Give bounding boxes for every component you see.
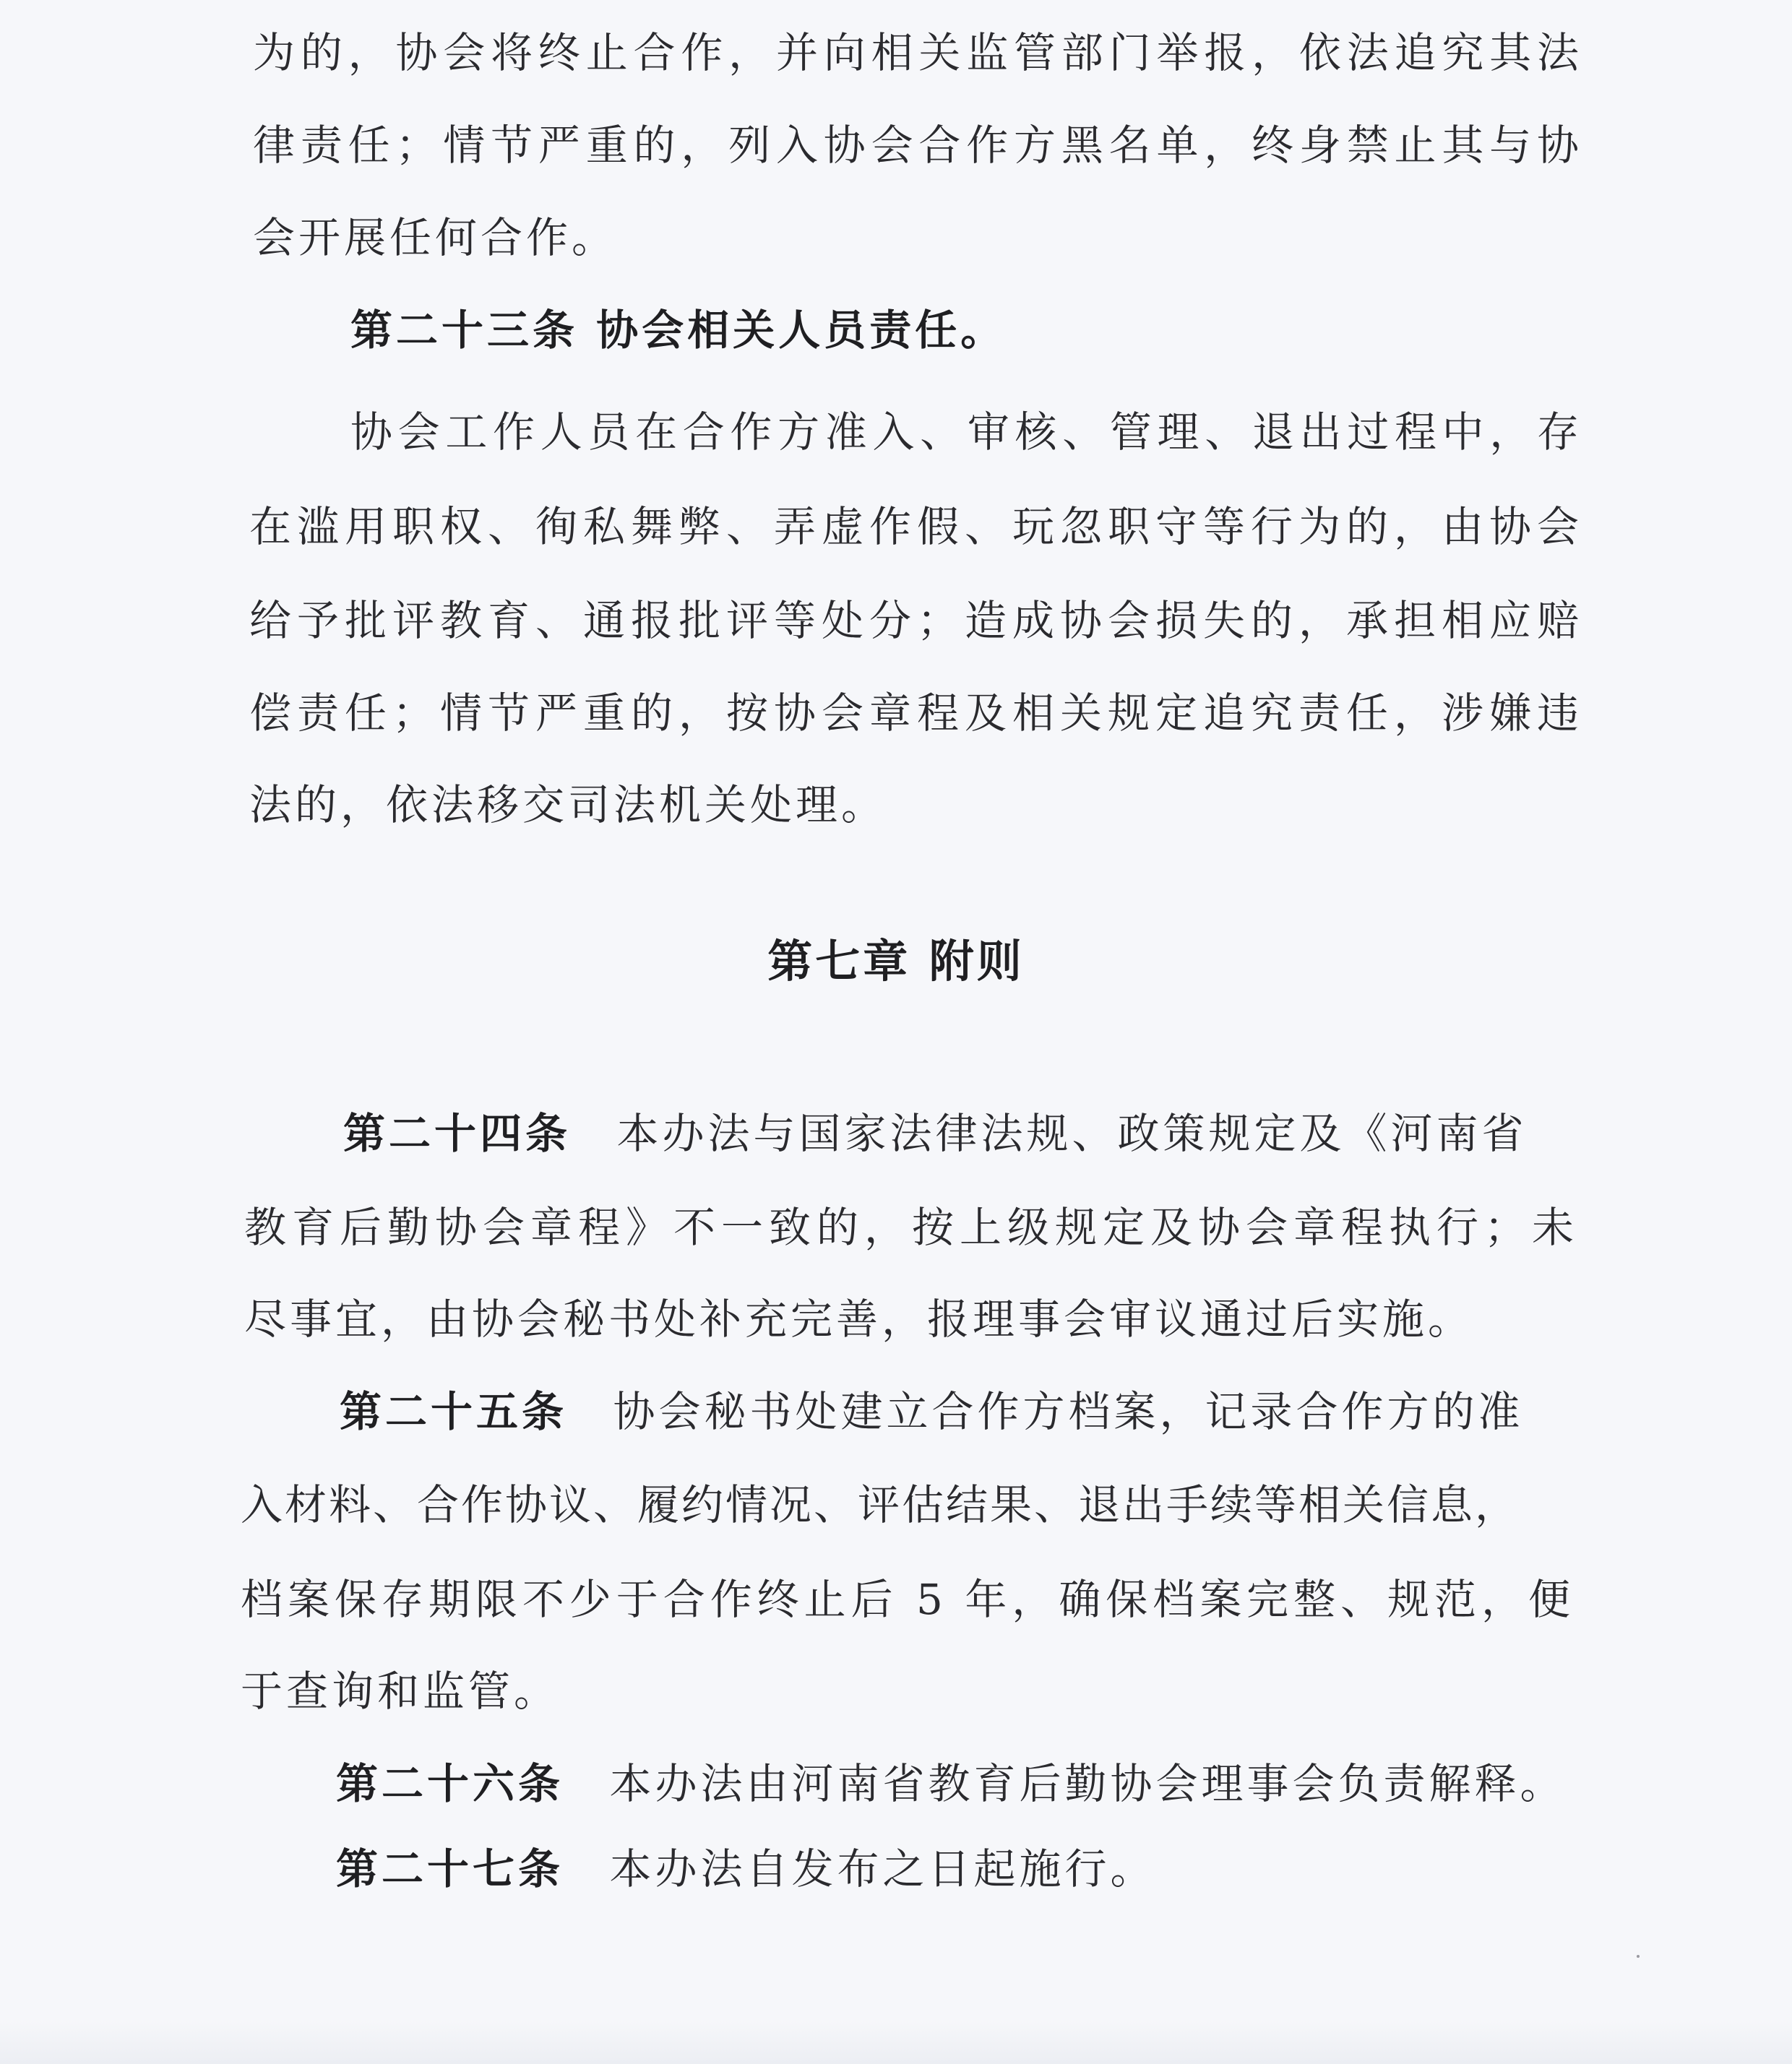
article-line	[336, 1759, 1566, 1808]
article-label: 第二十四条	[343, 1109, 572, 1158]
article-label: 第二十六条	[336, 1759, 564, 1808]
body-line: 给予批评教育、通报批评等处分；造成协会损失的，承担相应赔	[249, 596, 1582, 645]
body-line: 教育后勤协会章程》不一致的，按上级规定及协会章程执行；未	[244, 1203, 1577, 1252]
body-line: 协会工作人员在合作方准入、审核、管理、退出过程中，存	[350, 407, 1582, 457]
body-line: 入材料、合作协议、履约情况、评估结果、退出手续等相关信息，	[241, 1480, 1520, 1529]
body-line: 于查询和监管。	[241, 1667, 560, 1716]
scan-speck	[1637, 1955, 1640, 1958]
article-label: 第二十五条	[340, 1387, 568, 1436]
chapter-title: 第七章 附则	[767, 935, 1025, 988]
article-first-line	[343, 1109, 1575, 1158]
body-line: 在滥用职权、徇私舞弊、弄虚作假、玩忽职守等行为的，由协会	[249, 502, 1582, 551]
body-line: 法的，依法移交司法机关处理。	[249, 780, 887, 829]
body-line: 为的，协会将终止合作，并向相关监管部门举报，依法追究其法	[253, 28, 1582, 77]
scan-edge	[0, 2021, 1792, 2064]
body-line: 档案保存期限不少于合作终止后 5 年，确保档案完整、规范，便	[241, 1575, 1574, 1624]
body-line: 会开展任何合作。	[253, 213, 618, 262]
body-line: 尽事宜，由协会秘书处补充完善，报理事会审议通过后实施。	[244, 1295, 1474, 1344]
article-text: 协会秘书处建立合作方档案，记录合作方的准	[613, 1387, 1524, 1436]
article-text: 本办法与国家法律法规、政策规定及《河南省	[616, 1109, 1528, 1158]
article-first-line	[340, 1387, 1524, 1436]
article-text: 本办法由河南省教育后勤协会理事会负责解释。	[609, 1759, 1566, 1808]
body-line: 偿责任；情节严重的，按协会章程及相关规定追究责任，涉嫌违	[249, 688, 1582, 738]
article-text: 本办法自发布之日起施行。	[609, 1844, 1156, 1894]
article-line	[336, 1844, 1156, 1894]
body-line: 律责任；情节严重的，列入协会合作方黑名单，终身禁止其与协	[253, 121, 1582, 170]
article-heading: 第二十三条 协会相关人员责任。	[350, 306, 1007, 355]
article-label: 第二十七条	[336, 1844, 564, 1894]
